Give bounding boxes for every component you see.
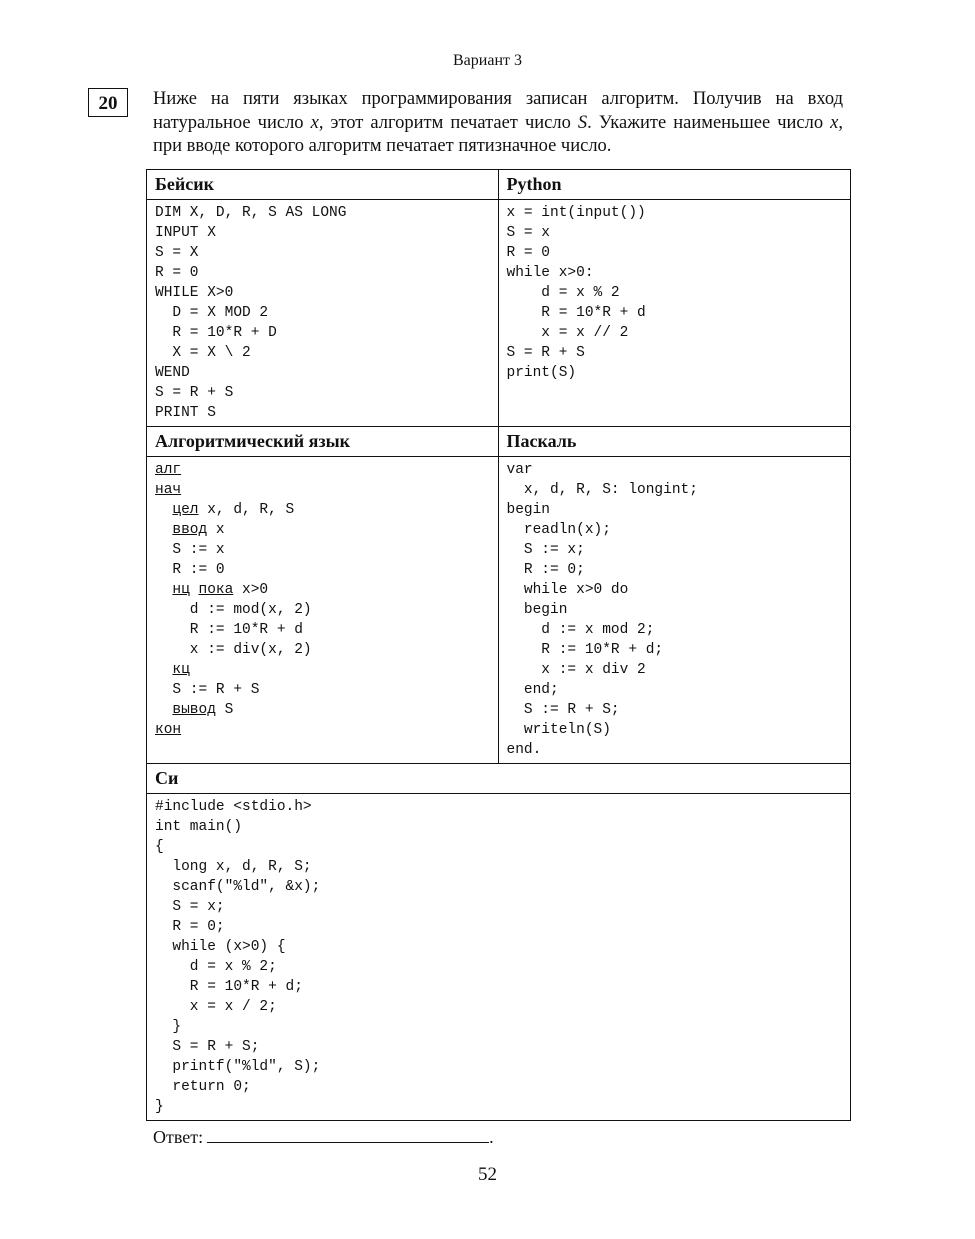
code-line: long x, d, R, S; <box>155 859 312 875</box>
code-line: while (x>0) { <box>155 939 286 955</box>
code-line: R := 10*R + d; <box>506 642 664 658</box>
code-line: } <box>155 1099 164 1115</box>
code-line: while x>0: <box>506 265 594 281</box>
answer-blank[interactable] <box>207 1124 489 1143</box>
algorithmic-code <box>147 457 499 764</box>
code-text <box>155 662 172 678</box>
code-line: S = x; <box>155 899 225 915</box>
code-line: printf("%ld", S); <box>155 1059 321 1075</box>
code-line <box>155 560 490 580</box>
code-line <box>155 600 490 620</box>
code-line <box>155 520 490 540</box>
code-text <box>155 502 172 518</box>
code-line: print(S) <box>506 365 577 381</box>
code-line: writeln(S) <box>506 722 611 738</box>
code-line: d = x % 2; <box>155 959 277 975</box>
code-text: x <box>207 522 225 538</box>
code-text <box>155 582 172 598</box>
code-line: D = X MOD 2 <box>155 305 269 321</box>
pascal-header: Паскаль <box>498 427 851 457</box>
code-line: while x>0 do <box>506 582 629 598</box>
code-line: x = x / 2; <box>155 999 277 1015</box>
code-line: WHILE X>0 <box>155 285 234 301</box>
code-text: S <box>215 702 234 718</box>
c-code <box>147 794 851 1121</box>
code-text: x := div(x, 2) <box>155 642 312 658</box>
code-text <box>155 522 172 538</box>
task-text-part: , при вводе которого алгоритм печатает пятизначное число. <box>153 112 843 156</box>
code-text <box>190 582 199 598</box>
code-line: d := x mod 2; <box>506 622 655 638</box>
keyword: ввод <box>172 522 208 538</box>
code-text: R := 0 <box>155 562 225 578</box>
code-line: PRINT S <box>155 405 216 421</box>
code-line: R = 10*R + d; <box>155 979 303 995</box>
code-line <box>155 680 490 700</box>
code-line <box>155 480 490 500</box>
code-text: x, d, R, S <box>198 502 295 518</box>
answer-end: . <box>489 1127 494 1147</box>
code-line: S := x; <box>506 542 585 558</box>
code-text: x>0 <box>233 582 269 598</box>
algorithmic-header: Алгоритмический язык <box>147 427 499 457</box>
code-line: S := R + S; <box>506 702 620 718</box>
code-line: scanf("%ld", &x); <box>155 879 321 895</box>
code-line: { <box>155 839 164 855</box>
task-var-x: x <box>310 112 319 133</box>
code-line: int main() <box>155 819 243 835</box>
keyword: кон <box>155 722 182 738</box>
keyword: цел <box>172 502 199 518</box>
code-text: R := 10*R + d <box>155 622 303 638</box>
python-header: Python <box>498 170 851 200</box>
code-line: WEND <box>155 365 190 381</box>
code-line: R = 10*R + D <box>155 325 277 341</box>
task-number-box: 20 <box>88 88 128 117</box>
code-line: R = 0 <box>155 265 199 281</box>
pascal-code <box>498 457 851 764</box>
code-line: x = int(input()) <box>506 205 646 221</box>
code-line: S = x <box>506 225 551 241</box>
code-line: x = x // 2 <box>506 325 629 341</box>
code-line: end. <box>506 742 542 758</box>
task-statement <box>153 88 843 159</box>
code-line: R := 0; <box>506 562 585 578</box>
code-line: R = 0 <box>506 245 551 261</box>
code-line: R = 10*R + d <box>506 305 646 321</box>
basic-code <box>147 200 499 427</box>
page-number: 52 <box>478 1164 497 1185</box>
code-line: INPUT X <box>155 225 216 241</box>
keyword: нач <box>155 482 182 498</box>
keyword: алг <box>155 462 182 478</box>
code-line: S = X <box>155 245 199 261</box>
code-line <box>155 620 490 640</box>
keyword: кц <box>172 662 190 678</box>
code-line: X = X \ 2 <box>155 345 251 361</box>
code-text <box>155 702 172 718</box>
code-line <box>155 500 490 520</box>
python-code <box>498 200 851 427</box>
code-line: return 0; <box>155 1079 251 1095</box>
keyword: пока <box>198 582 234 598</box>
task-var-x: x <box>830 112 839 133</box>
task-text-part: . Укажите наименьшее число <box>587 112 831 133</box>
code-line <box>155 580 490 600</box>
code-line: x := x div 2 <box>506 662 646 678</box>
code-line <box>155 660 490 680</box>
code-line <box>155 460 490 480</box>
answer-line <box>153 1124 494 1148</box>
code-text: d := mod(x, 2) <box>155 602 312 618</box>
code-line: S = R + S <box>506 345 585 361</box>
code-text: S := x <box>155 542 225 558</box>
code-line: var <box>506 462 533 478</box>
code-line <box>155 640 490 660</box>
keyword: нц <box>172 582 190 598</box>
code-line: S = R + S <box>155 385 234 401</box>
code-line: x, d, R, S: longint; <box>506 482 698 498</box>
code-line: R = 0; <box>155 919 225 935</box>
keyword: вывод <box>172 702 216 718</box>
task-var-s: S <box>577 112 588 133</box>
code-line: begin <box>506 502 551 518</box>
code-line: readln(x); <box>506 522 611 538</box>
code-line <box>155 720 490 740</box>
answer-label: Ответ: <box>153 1127 204 1147</box>
code-line <box>155 540 490 560</box>
code-table <box>146 169 851 1121</box>
basic-header: Бейсик <box>147 170 499 200</box>
code-line: S = R + S; <box>155 1039 260 1055</box>
page-header-variant: Вариант 3 <box>453 52 522 69</box>
task-text-part: , этот алгоритм печатает число <box>318 112 578 133</box>
task-text-part: Ниже на пяти языках программирования записан алгоритм. Получив на вход натуральное число <box>153 89 843 133</box>
code-line: end; <box>506 682 559 698</box>
code-line: d = x % 2 <box>506 285 620 301</box>
c-header: Си <box>147 764 851 794</box>
code-line: begin <box>506 602 568 618</box>
code-text: S := R + S <box>155 682 260 698</box>
code-line: DIM X, D, R, S AS LONG <box>155 205 347 221</box>
code-line <box>155 700 490 720</box>
code-line: } <box>155 1019 182 1035</box>
code-line: #include <stdio.h> <box>155 799 312 815</box>
